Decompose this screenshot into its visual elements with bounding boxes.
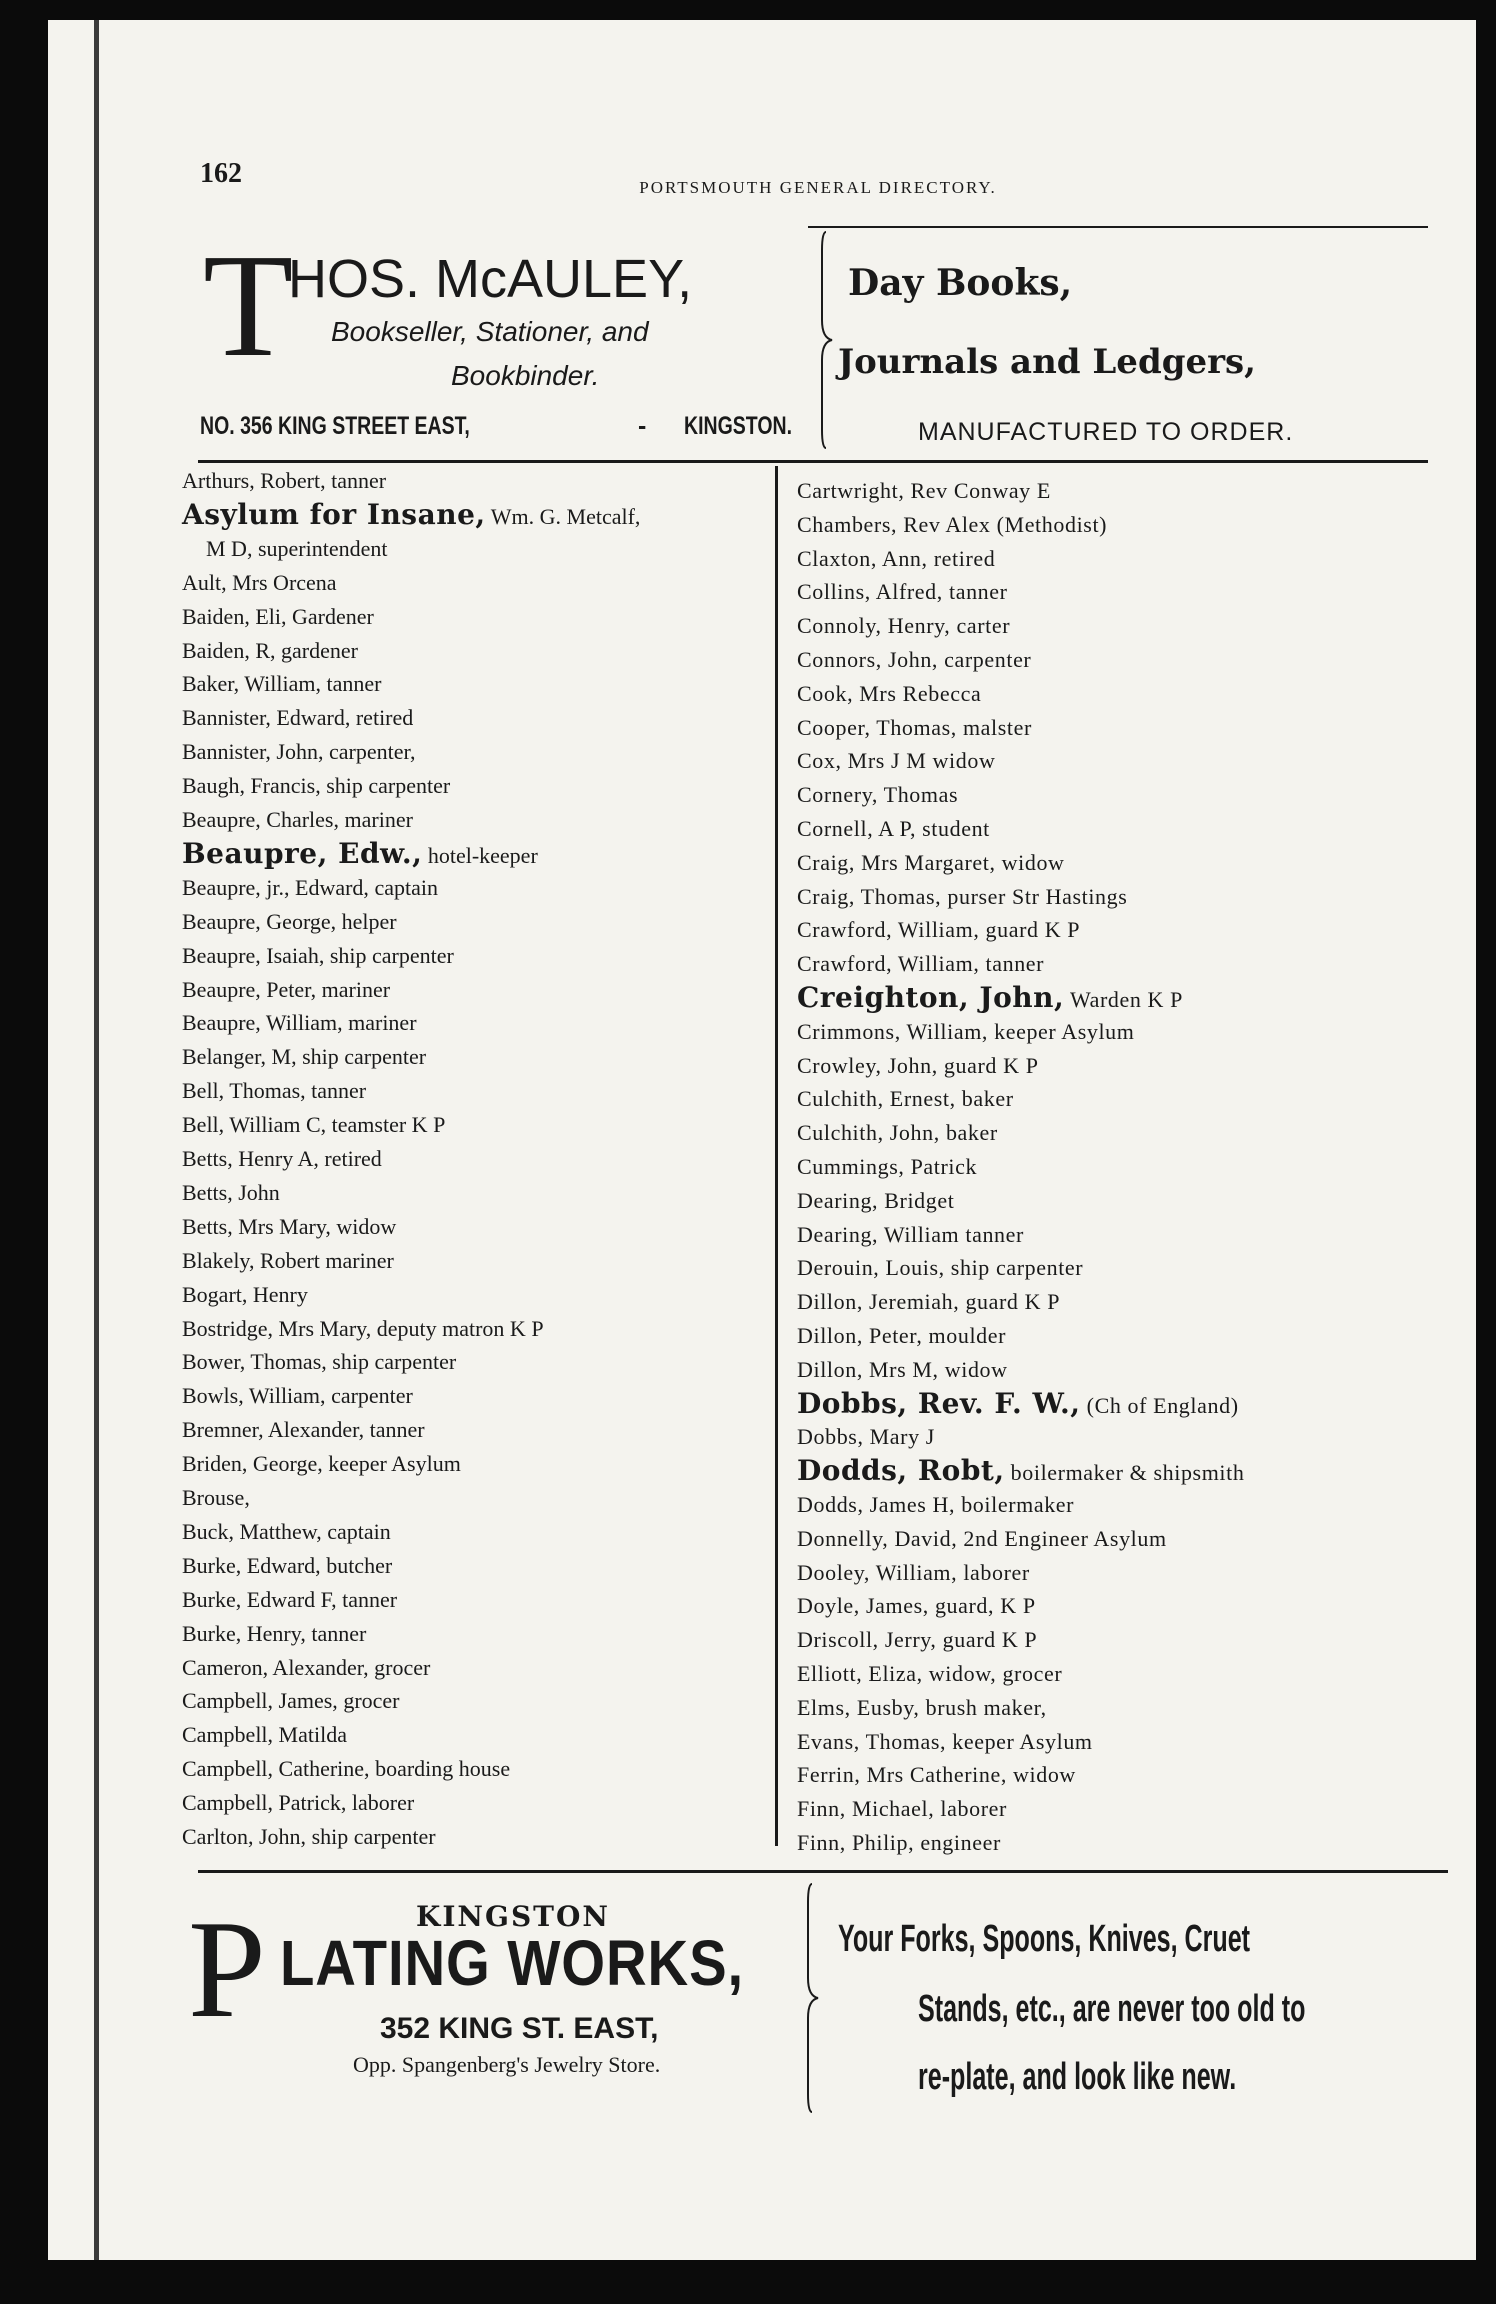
directory-entry bbox=[797, 1222, 1024, 1248]
entry-description: mariner bbox=[319, 1247, 394, 1273]
directory-entry bbox=[182, 671, 381, 697]
entry-description: ship carpenter bbox=[296, 1044, 427, 1070]
entry-description: widow bbox=[926, 748, 996, 774]
entry-name: Dillon, Peter, bbox=[797, 1323, 923, 1348]
directory-entry bbox=[797, 951, 1044, 977]
entry-name: Baker, William, bbox=[182, 671, 321, 697]
entry-name: Donnelly, David, bbox=[797, 1525, 958, 1551]
directory-entry bbox=[797, 748, 995, 774]
entry-description: boilermaker & shipsmith bbox=[1004, 1460, 1245, 1486]
entry-name: Elms, Eusby, bbox=[797, 1694, 920, 1720]
entry-name: Cornery, Thomas bbox=[797, 782, 959, 808]
ad-trades-cont: Bookbinder. bbox=[451, 360, 600, 391]
directory-entry bbox=[182, 943, 454, 969]
entry-name: Burke, Edward F, bbox=[182, 1586, 337, 1612]
entry-name: Ferrin, Mrs Catherine, bbox=[797, 1762, 1007, 1788]
entry-name: Burke, Henry, bbox=[182, 1620, 306, 1646]
directory-entry bbox=[797, 1526, 1167, 1552]
ad-initial-letter: T bbox=[203, 224, 294, 388]
entry-description: widow bbox=[995, 849, 1065, 875]
directory-entry bbox=[797, 613, 1010, 639]
entry-description: deputy matron K P bbox=[371, 1315, 544, 1341]
directory-entry bbox=[182, 570, 337, 596]
entry-description: retired bbox=[350, 705, 414, 731]
entry-description: mariner bbox=[339, 807, 413, 832]
ad-trades: Bookseller, Stationer, and bbox=[331, 316, 649, 347]
entry-name: Beaupre, Isaiah, bbox=[182, 942, 325, 968]
entry-description: keeper Asylum bbox=[988, 1018, 1135, 1044]
entry-name: Cox, Mrs J M bbox=[797, 748, 927, 774]
entry-name: Bell, William C, bbox=[182, 1112, 327, 1138]
entry-name: Asylum for Insane, bbox=[182, 497, 486, 531]
entry-name: Cameron, Alexander, bbox=[182, 1654, 369, 1680]
entry-description: 2nd Engineer Asylum bbox=[957, 1525, 1167, 1551]
entry-description: ship carpenter bbox=[306, 1824, 436, 1849]
entry-name: Bremner, Alexander, bbox=[182, 1417, 365, 1443]
entry-name: Campbell, Matilda bbox=[182, 1722, 347, 1748]
entry-description: moulder bbox=[922, 1323, 1007, 1348]
entry-description: captain bbox=[321, 1518, 391, 1544]
entry-name: Crawford, William, bbox=[797, 951, 980, 977]
ad-plating-initial: P bbox=[188, 1892, 266, 2047]
directory-entry bbox=[182, 1112, 445, 1138]
entry-name: Creighton, John, bbox=[797, 981, 1065, 1014]
directory-entry bbox=[182, 1146, 382, 1172]
entry-name: Buck, Matthew, bbox=[182, 1518, 322, 1544]
entry-description: tanner bbox=[320, 671, 382, 697]
entry-description: mariner bbox=[342, 1010, 417, 1036]
directory-entry bbox=[182, 977, 390, 1003]
entry-name: Cornell, A P, bbox=[797, 816, 917, 841]
entry-description: boarding house bbox=[369, 1756, 511, 1782]
directory-entry bbox=[182, 1587, 397, 1613]
entry-description: carpenter bbox=[325, 1383, 413, 1409]
entry-description: guard K P bbox=[936, 1627, 1038, 1653]
entry-description: retired bbox=[318, 1146, 382, 1171]
ad-tagline: MANUFACTURED TO ORDER. bbox=[918, 418, 1294, 446]
entry-name: Burke, Edward, bbox=[182, 1552, 321, 1578]
entry-description: carpenter bbox=[938, 647, 1032, 672]
directory-entry bbox=[797, 1796, 1007, 1822]
directory-entry bbox=[797, 1289, 1060, 1315]
entry-description: teamster K P bbox=[326, 1112, 446, 1138]
entry-name: Cummings, Patrick bbox=[797, 1154, 978, 1179]
directory-entry bbox=[182, 1485, 250, 1511]
entry-name: Derouin, Louis, bbox=[797, 1255, 945, 1281]
ad-brace-bottom bbox=[806, 1882, 836, 2114]
entry-name: Crimmons, William, bbox=[797, 1018, 989, 1044]
entry-name: Dodds, James H, bbox=[797, 1492, 956, 1517]
entry-name: Beaupre, William, bbox=[182, 1010, 343, 1036]
entry-description: carpenter, bbox=[323, 739, 416, 765]
directory-entry bbox=[182, 1180, 280, 1206]
ad-city: KINGSTON. bbox=[684, 412, 792, 440]
entry-description: Gardener bbox=[286, 603, 374, 629]
directory-entry bbox=[797, 1492, 1074, 1518]
entry-name: Cooper, Thomas, bbox=[797, 714, 957, 740]
directory-entry bbox=[797, 1762, 1076, 1788]
entry-description: mariner bbox=[316, 976, 391, 1002]
entry-name: Dooley, William, bbox=[797, 1559, 958, 1585]
entry-description: Wm. G. Metcalf, bbox=[485, 503, 641, 529]
directory-entry bbox=[797, 1454, 1244, 1487]
entry-name: Claxton, Ann, bbox=[797, 545, 928, 571]
entry-description: hotel-keeper bbox=[422, 842, 538, 868]
entry-name: Beaupre, George, bbox=[182, 908, 337, 934]
directory-entry bbox=[797, 478, 1051, 504]
entry-name: Crowley, John, bbox=[797, 1052, 938, 1078]
directory-entry bbox=[797, 981, 1183, 1014]
directory-entry bbox=[797, 1357, 1008, 1383]
ad-subheading: Journals and Ledgers, bbox=[838, 342, 1257, 382]
entry-name: Bostridge, Mrs Mary, bbox=[182, 1315, 372, 1341]
entry-description: tanner bbox=[305, 1078, 367, 1104]
ad-brace bbox=[818, 230, 848, 450]
entry-description: malster bbox=[956, 714, 1032, 740]
entry-name: Beaupre, jr., Edward, bbox=[182, 874, 369, 900]
entry-description: retired bbox=[927, 545, 996, 571]
entry-description: M D, superintendent bbox=[206, 535, 388, 561]
directory-entry bbox=[182, 1790, 414, 1816]
entry-description: grocer bbox=[337, 1688, 400, 1714]
directory-entry bbox=[797, 816, 990, 842]
entry-description: widow bbox=[330, 1213, 397, 1239]
entry-description: captain bbox=[368, 874, 438, 900]
entry-description: grocer bbox=[368, 1654, 431, 1680]
directory-entry bbox=[797, 1255, 1083, 1281]
entry-name: Dobbs, Mary J bbox=[797, 1424, 935, 1450]
entry-name: Connors, John, bbox=[797, 647, 939, 672]
directory-entry bbox=[182, 498, 640, 531]
entry-name: Beaupre, Edw., bbox=[182, 836, 423, 870]
directory-entry bbox=[797, 1661, 1062, 1687]
entry-description: tanner bbox=[325, 468, 387, 493]
directory-entry bbox=[797, 1086, 1014, 1112]
directory-entry bbox=[182, 604, 374, 630]
directory-entry bbox=[182, 1010, 417, 1036]
directory-entry bbox=[797, 1019, 1135, 1045]
ad-replating-line3: re-plate, and look like new. bbox=[918, 2056, 1237, 2098]
entry-name: Belanger, M, bbox=[182, 1044, 297, 1070]
directory-page bbox=[48, 20, 1476, 2260]
entry-name: Craig, Thomas, bbox=[797, 883, 942, 909]
entry-description: helper bbox=[336, 908, 397, 934]
entry-name: Elliott, Eliza, bbox=[797, 1661, 923, 1686]
entry-name: Finn, Philip, bbox=[797, 1830, 915, 1855]
entry-name: Briden, George, bbox=[182, 1451, 323, 1477]
directory-entry bbox=[797, 512, 1107, 538]
directory-entry bbox=[797, 1188, 954, 1214]
ad-address: NO. 356 KING STREET EAST, bbox=[200, 412, 470, 440]
entry-description: gardener bbox=[275, 637, 358, 663]
entry-description: student bbox=[916, 816, 990, 841]
ad-replating-line1: Your Forks, Spoons, Knives, Cruet bbox=[838, 1918, 1251, 1960]
entry-name: Collins, Alfred, bbox=[797, 579, 943, 605]
directory-entry bbox=[182, 468, 386, 494]
directory-entry bbox=[182, 773, 450, 799]
entry-description: widow bbox=[1006, 1762, 1076, 1788]
directory-entry bbox=[797, 1830, 1001, 1856]
directory-entry bbox=[797, 681, 981, 707]
entry-name: Brouse, bbox=[182, 1485, 250, 1510]
entry-name: Baiden, R, bbox=[182, 637, 276, 663]
entry-description: laborer bbox=[346, 1790, 415, 1816]
directory-entry bbox=[797, 1120, 998, 1146]
entry-name: Dodds, Robt, bbox=[797, 1454, 1005, 1488]
entry-description: purser Str Hastings bbox=[941, 883, 1128, 909]
entry-description: brush maker, bbox=[919, 1694, 1047, 1720]
entry-description: tanner bbox=[959, 1221, 1024, 1247]
ad-plating-address: 352 KING ST. EAST, bbox=[380, 2012, 659, 2045]
entry-description: tanner bbox=[364, 1417, 425, 1443]
entry-name: Dobbs, Rev. F. W., bbox=[797, 1386, 1081, 1420]
entry-name: Doyle, James, bbox=[797, 1593, 929, 1619]
directory-entry bbox=[182, 1722, 347, 1748]
entry-description: boilermaker bbox=[955, 1492, 1075, 1517]
entry-name: Campbell, Catherine, bbox=[182, 1756, 370, 1782]
directory-entry bbox=[182, 837, 538, 870]
entry-description: tanner bbox=[942, 579, 1008, 605]
entry-description: laborer bbox=[934, 1796, 1007, 1822]
directory-entry bbox=[206, 536, 387, 562]
entry-description: keeper Asylum bbox=[322, 1451, 461, 1477]
entry-description: Warden K P bbox=[1064, 987, 1183, 1012]
entry-name: Blakely, Robert bbox=[182, 1247, 320, 1273]
header-rule bbox=[808, 226, 1428, 228]
directory-entry bbox=[182, 1824, 436, 1850]
entry-name: Betts, John bbox=[182, 1179, 280, 1205]
running-head: PORTSMOUTH GENERAL DIRECTORY. bbox=[639, 178, 997, 197]
directory-entry bbox=[797, 546, 995, 572]
directory-entry bbox=[182, 807, 413, 833]
entry-name: Betts, Mrs Mary, bbox=[182, 1213, 331, 1239]
entry-description: engineer bbox=[914, 1830, 1001, 1855]
ad-plating-name: LATING WORKS, bbox=[280, 1927, 745, 1999]
section-rule-bottom bbox=[198, 1870, 1448, 1873]
directory-entry bbox=[797, 1560, 1030, 1586]
binding-edge bbox=[94, 20, 99, 2260]
entry-name: Campbell, Patrick, bbox=[182, 1790, 347, 1816]
entry-description: ship carpenter bbox=[320, 773, 451, 799]
entry-name: Betts, Henry A, bbox=[182, 1146, 319, 1171]
directory-entry bbox=[797, 1323, 1006, 1349]
directory-entry bbox=[797, 579, 1008, 605]
ad-plating-landmark: Opp. Spangenberg's Jewelry Store. bbox=[353, 2052, 661, 2077]
entry-name: Dearing, William bbox=[797, 1221, 960, 1247]
entry-name: Crawford, William, bbox=[797, 917, 980, 943]
entry-name: Evans, Thomas, bbox=[797, 1728, 947, 1754]
entry-name: Dillon, Mrs M, bbox=[797, 1356, 939, 1382]
ad-business-name: HOS. McAULEY, bbox=[288, 249, 693, 309]
entry-description: tanner bbox=[336, 1586, 398, 1612]
directory-entry bbox=[182, 638, 358, 664]
ad-heading: Day Books, bbox=[848, 262, 1073, 304]
directory-entry bbox=[797, 850, 1065, 876]
directory-entry bbox=[182, 1688, 400, 1714]
entry-description: guard K P bbox=[937, 1052, 1039, 1078]
entry-description: ship carpenter bbox=[326, 1349, 457, 1375]
entry-name: Bannister, Edward, bbox=[182, 705, 351, 731]
directory-entry bbox=[182, 1248, 394, 1274]
directory-entry bbox=[797, 782, 958, 808]
directory-entry bbox=[182, 1621, 366, 1647]
directory-entry bbox=[182, 1044, 426, 1070]
directory-entry bbox=[182, 1078, 366, 1104]
directory-entry bbox=[182, 1553, 392, 1579]
directory-entry bbox=[797, 1424, 935, 1450]
entry-description: tanner bbox=[979, 951, 1045, 977]
entry-description: butcher bbox=[320, 1552, 393, 1578]
directory-entry bbox=[182, 705, 413, 731]
entry-description: widow bbox=[938, 1356, 1008, 1382]
directory-entry bbox=[182, 875, 438, 901]
entry-name: Bannister, John, bbox=[182, 739, 324, 765]
entry-name: Cook, Mrs Rebecca bbox=[797, 680, 982, 706]
directory-entry bbox=[182, 1282, 308, 1308]
entry-name: Craig, Mrs Margaret, bbox=[797, 849, 996, 875]
entry-description: ship carpenter bbox=[324, 942, 454, 968]
section-rule-top bbox=[198, 460, 1428, 463]
entry-description: baker bbox=[955, 1086, 1014, 1112]
entry-name: Driscoll, Jerry, bbox=[797, 1627, 937, 1653]
directory-entry bbox=[182, 1655, 430, 1681]
directory-entry bbox=[182, 909, 397, 935]
directory-entry bbox=[797, 1593, 1036, 1619]
entry-name: Finn, Michael, bbox=[797, 1796, 935, 1822]
directory-entry bbox=[797, 884, 1127, 910]
ad-address-separator: - bbox=[638, 412, 647, 440]
directory-entry bbox=[797, 1154, 977, 1180]
entry-description: keeper Asylum bbox=[946, 1728, 1093, 1754]
directory-entry bbox=[797, 647, 1031, 673]
entry-name: Dillon, Jeremiah, bbox=[797, 1289, 960, 1315]
entry-name: Bower, Thomas, bbox=[182, 1349, 327, 1375]
entry-description: ship carpenter bbox=[944, 1255, 1084, 1281]
entry-description: carter bbox=[950, 613, 1011, 639]
entry-name: Baiden, Eli, bbox=[182, 603, 287, 629]
entry-name: Beaupre, Peter, bbox=[182, 976, 317, 1002]
column-divider bbox=[775, 466, 778, 1846]
entry-name: Bell, Thomas, bbox=[182, 1078, 306, 1104]
entry-name: Bogart, Henry bbox=[182, 1281, 308, 1307]
directory-entry bbox=[182, 1451, 461, 1477]
entry-description: guard K P bbox=[979, 917, 1081, 943]
directory-entry bbox=[182, 1756, 510, 1782]
entry-name: Campbell, James, bbox=[182, 1688, 338, 1714]
entry-name: Connoly, Henry, bbox=[797, 613, 951, 639]
entry-name: Bowls, William, bbox=[182, 1383, 326, 1409]
directory-entry bbox=[182, 1316, 544, 1342]
directory-entry bbox=[797, 715, 1032, 741]
entry-name: Carlton, John, bbox=[182, 1824, 307, 1849]
entry-description: (Ch of England) bbox=[1080, 1392, 1239, 1418]
entry-description: guard K P bbox=[959, 1289, 1061, 1315]
entry-description: (Methodist) bbox=[990, 511, 1108, 537]
entry-name: Dearing, Bridget bbox=[797, 1187, 955, 1213]
entry-name: Ault, Mrs Orcena bbox=[182, 569, 337, 595]
directory-entry bbox=[797, 1695, 1047, 1721]
entry-name: Cartwright, Rev Conway E bbox=[797, 478, 1051, 503]
entry-name: Culchith, Ernest, bbox=[797, 1086, 956, 1112]
directory-entry bbox=[182, 1383, 413, 1409]
directory-entry bbox=[182, 1417, 425, 1443]
directory-entry bbox=[182, 1214, 396, 1240]
entry-name: Chambers, Rev Alex bbox=[797, 511, 991, 537]
entry-description: tanner bbox=[305, 1620, 367, 1646]
entry-name: Baugh, Francis, bbox=[182, 773, 321, 799]
entry-name: Beaupre, Charles, bbox=[182, 807, 339, 832]
page-number: 162 bbox=[200, 158, 242, 189]
ad-replating-line2: Stands, etc., are never too old to bbox=[918, 1988, 1306, 2030]
directory-entry bbox=[797, 1387, 1239, 1420]
entry-description: guard, K P bbox=[928, 1593, 1036, 1619]
directory-entry bbox=[182, 1519, 391, 1545]
directory-entry bbox=[797, 917, 1080, 943]
ad-plating-city: KINGSTON bbox=[416, 1900, 610, 1933]
entry-name: Culchith, John, bbox=[797, 1120, 940, 1146]
directory-entry bbox=[797, 1627, 1037, 1653]
directory-entry bbox=[797, 1729, 1093, 1755]
entry-description: baker bbox=[939, 1120, 998, 1146]
entry-description: widow, grocer bbox=[922, 1661, 1063, 1686]
entry-name: Arthurs, Robert, bbox=[182, 468, 326, 493]
directory-entry bbox=[182, 739, 415, 765]
directory-entry bbox=[182, 1349, 456, 1375]
entry-description: laborer bbox=[957, 1559, 1030, 1585]
directory-entry bbox=[797, 1053, 1039, 1079]
